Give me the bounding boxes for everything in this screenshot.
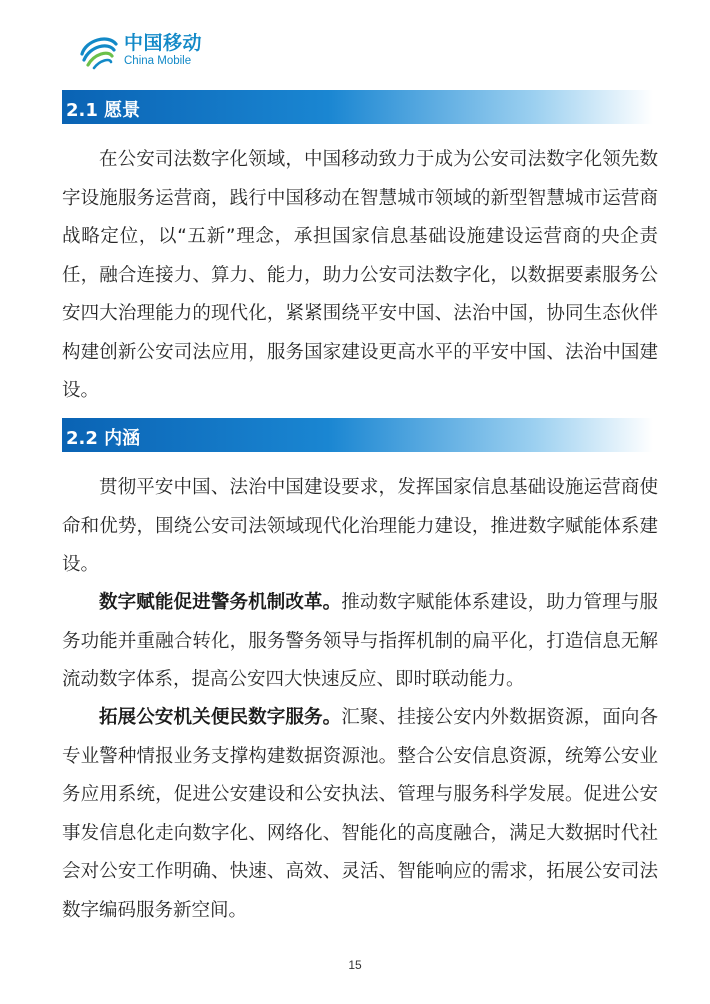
police-mechanism-paragraph <box>62 584 658 700</box>
china-mobile-logo <box>78 32 202 70</box>
section-heading: 2.1 愿景 <box>66 100 141 121</box>
section-heading-bar <box>62 90 653 124</box>
connotation-intro-paragraph: 贯彻平安中国、法治中国建设要求，发挥国家信息基础设施运营商使命和优势，围绕公安司法领域现代化治理能力建设，推进数字赋能体系建设。 <box>62 477 658 575</box>
logo-english-name: China Mobile <box>124 55 192 68</box>
page-number: 15 <box>348 958 362 972</box>
section-heading-bar <box>62 418 653 452</box>
china-mobile-swirl-icon <box>78 32 120 70</box>
paragraph-lead-bold: 数字赋能促进警务机制改革。 <box>99 592 342 613</box>
logo-chinese-name: 中国移动 <box>124 32 203 55</box>
section-heading: 2.2 内涵 <box>66 428 141 449</box>
paragraph-body: 汇聚、挂接公安内外数据资源，面向各专业警种情报业务支撑构建数据资源池。整合公安信息资源，统筹公安业务应用系统，促进公安建设和公安执法、管理与服务科学发展。促进公安事发信息化走向数字化、网络化、智能化的高度融合，满足大数据时代社会对公安工作明确、快速、高效、灵活、智能响应的需求，拓展公安司法数字编码服务新空间。 <box>62 707 658 921</box>
public-service-paragraph <box>62 699 658 930</box>
vision-paragraph: 在公安司法数字化领域，中国移动致力于成为公安司法数字化领先数字设施服务运营商，践行中国移动在智慧城市领域的新型智慧城市运营商战略定位，以“五新”理念，承担国家信息基础设施建设运营商的央企责任，融合连接力、算力、能力，助力公安司法数字化，以数据要素服务公安四大治理能力的现代化，紧紧围绕平安中国、法治中国，协同生态伙伴构建创新公安司法应用，服务国家建设更高水平的平安中国、法治中国建设。 <box>62 149 658 401</box>
paragraph-lead-bold: 拓展公安机关便民数字服务。 <box>99 707 342 728</box>
paragraph-body: 推动数字赋能体系建设，助力管理与服务功能并重融合转化，服务警务领导与指挥机制的扁平化，打造信息无解流动数字体系，提高公安四大快速反应、即时联动能力。 <box>62 592 658 690</box>
